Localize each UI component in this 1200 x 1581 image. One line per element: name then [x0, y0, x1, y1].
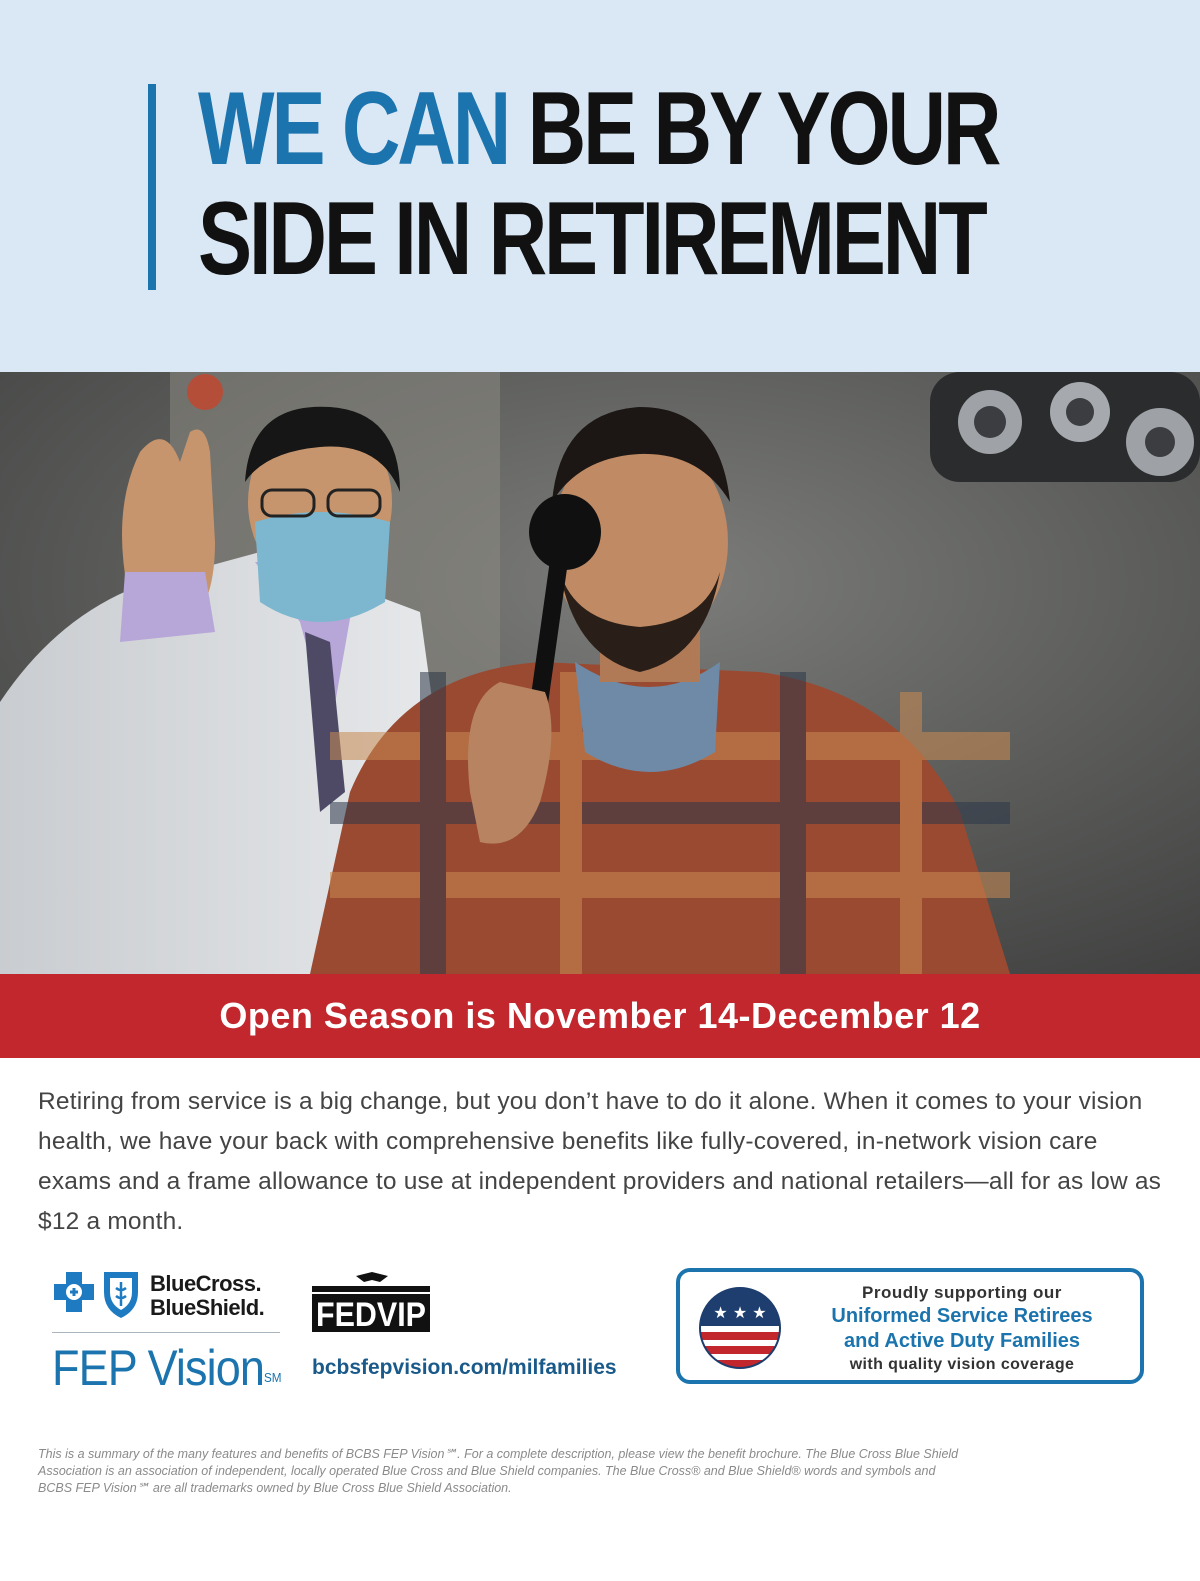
- support-callout: [676, 1268, 1144, 1384]
- disclaimer-line-1: This is a summary of the many features and benefits of BCBS FEP Vision℠. For a complete description, please view the benefit brochure. The Blue Cross Blue Shield: [38, 1447, 959, 1461]
- fedvip-logo-text: FEDVIP: [316, 1296, 426, 1334]
- headline: [198, 71, 999, 297]
- bcbs-wordmark: [150, 1272, 264, 1320]
- open-season-text: Open Season is November 14-December 12: [219, 995, 981, 1036]
- fep-vision-text: FEP Vision: [52, 1340, 264, 1396]
- disclaimer-line-2: Association is an association of independent, locally operated Blue Cross and Blue Shield companies. The Blue Cross® and Blue Shield® words and symbols and: [38, 1464, 936, 1478]
- disclaimer-line-3: BCBS FEP Vision℠ are all trademarks owned by Blue Cross Blue Shield Association.: [38, 1481, 512, 1495]
- header-accent-bar: [148, 84, 156, 290]
- headline-line-2: SIDE IN RETIREMENT: [198, 181, 985, 297]
- header-panel: [0, 0, 1200, 372]
- support-line-3: and Active Duty Families: [844, 1330, 1080, 1352]
- fep-vision-wordmark: [52, 1340, 282, 1396]
- bcbs-fep-vision-logo: [52, 1270, 292, 1400]
- headline-rest: BE BY YOUR: [527, 71, 999, 187]
- bcbs-line-2: BlueShield.: [150, 1295, 265, 1320]
- legal-disclaimer: [38, 1446, 1148, 1497]
- fedvip-logo: [312, 1272, 432, 1338]
- open-season-banner: [0, 974, 1200, 1058]
- support-line-4: with quality vision coverage: [849, 1356, 1075, 1373]
- hero-photo: [0, 372, 1200, 974]
- headline-accent: WE CAN: [198, 71, 509, 187]
- svg-text:★ ★ ★: ★ ★ ★: [713, 1303, 767, 1322]
- bcbs-line-1: BlueCross.: [150, 1271, 262, 1296]
- support-line-1: Proudly supporting our: [862, 1283, 1062, 1302]
- website-link[interactable]: bcbsfepvision.com/milfamilies: [312, 1356, 617, 1379]
- eye-exam-illustration: [0, 372, 1200, 974]
- bcbs-cross-shield-icon: [52, 1270, 144, 1320]
- phoropter-icon: [930, 372, 1200, 482]
- body-paragraph: Retiring from service is a big change, but you don’t have to do it alone. When it comes to your vision health, we have your back with comprehensive benefits like fully-covered, in-network vision care exams and a frame allowance to use at independent providers and national retailers—all for as low as $12 a month.: [38, 1088, 1162, 1235]
- headline-line-1: [198, 71, 999, 187]
- support-line-2: Uniformed Service Retirees: [831, 1305, 1093, 1327]
- support-text: [792, 1282, 1132, 1376]
- logo-divider: [52, 1332, 280, 1333]
- flag-badge-icon: [698, 1286, 782, 1370]
- service-mark: SM: [263, 1370, 282, 1385]
